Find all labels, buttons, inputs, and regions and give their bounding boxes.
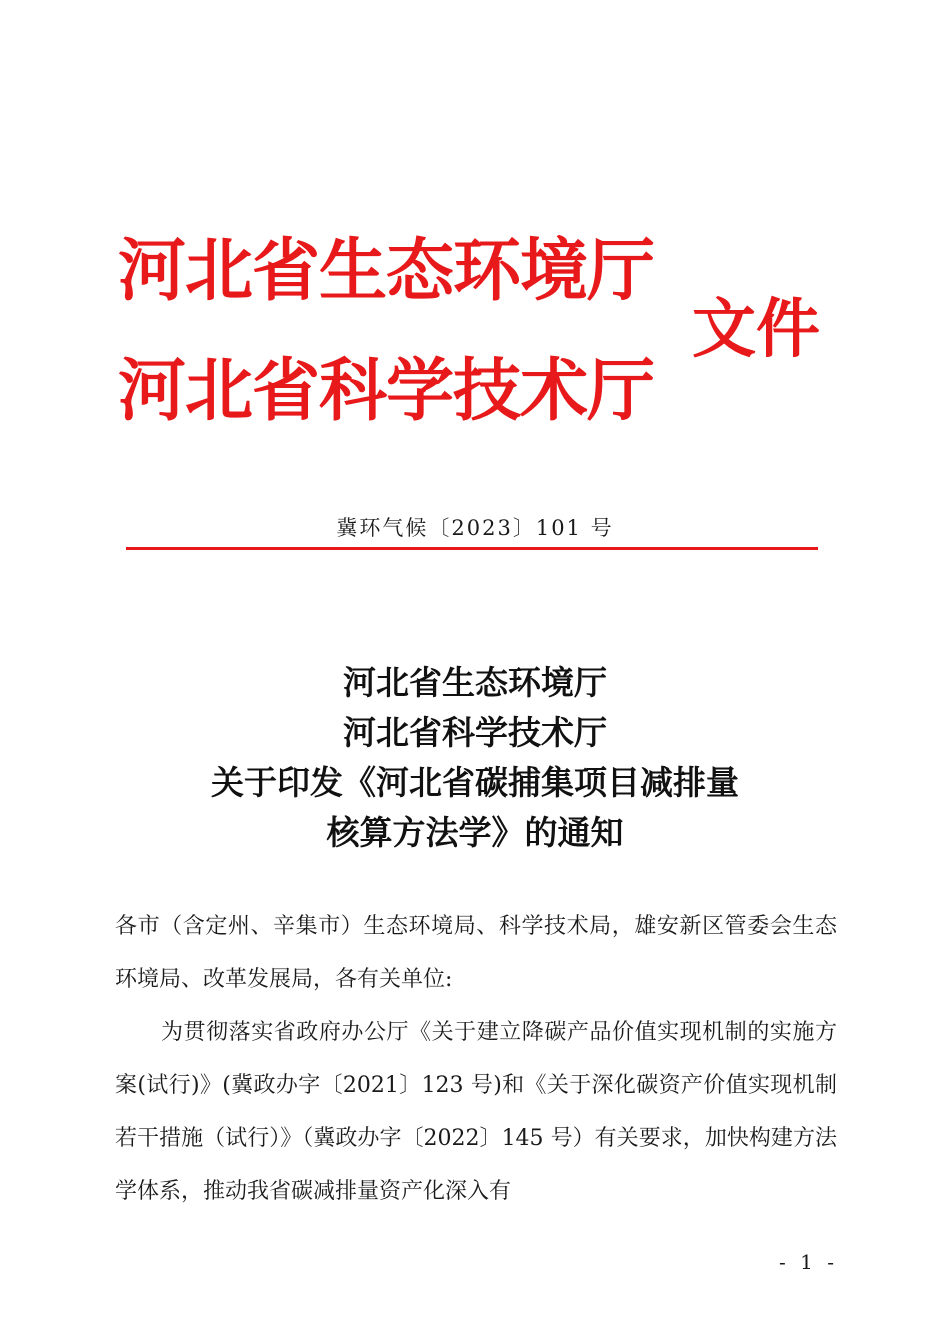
title-line-1: 河北省生态环境厅 [343, 663, 607, 702]
title-line-4: 核算方法学》的通知 [326, 813, 624, 852]
addressee-paragraph: 各市（含定州、辛集市）生态环境局、科学技术局，雄安新区管委会生态环境局、改革发展局，各有关单位: [115, 914, 837, 992]
red-masthead [118, 228, 838, 438]
document-type-label: 文件 [692, 293, 820, 367]
issuer-ecology-environment-dept: 河北省生态环境厅 [118, 232, 655, 311]
document-number: 冀环气候〔2023〕101 号 [336, 516, 614, 540]
page-number: - 1 - [779, 1250, 838, 1274]
body-paragraph: 为贯彻落实省政府办公厅《关于建立降碳产品价值实现机制的实施方案(试行)》(冀政办字〔2021〕123 号)和《关于深化碳资产价值实现机制若干措施（试行）》（冀政办字〔2022〕145 号）有关要求，加快构建方法学体系，推动我省碳减排量资产化深入有 [115, 1020, 837, 1204]
title-line-2: 河北省科学技术厅 [343, 713, 607, 752]
issuer-science-technology-dept: 河北省科学技术厅 [118, 352, 655, 431]
document-body [115, 900, 837, 1218]
title-line-3: 关于印发《河北省碳捕集项目减排量 [211, 763, 739, 802]
document-title [0, 658, 950, 858]
red-divider-line [126, 547, 818, 550]
